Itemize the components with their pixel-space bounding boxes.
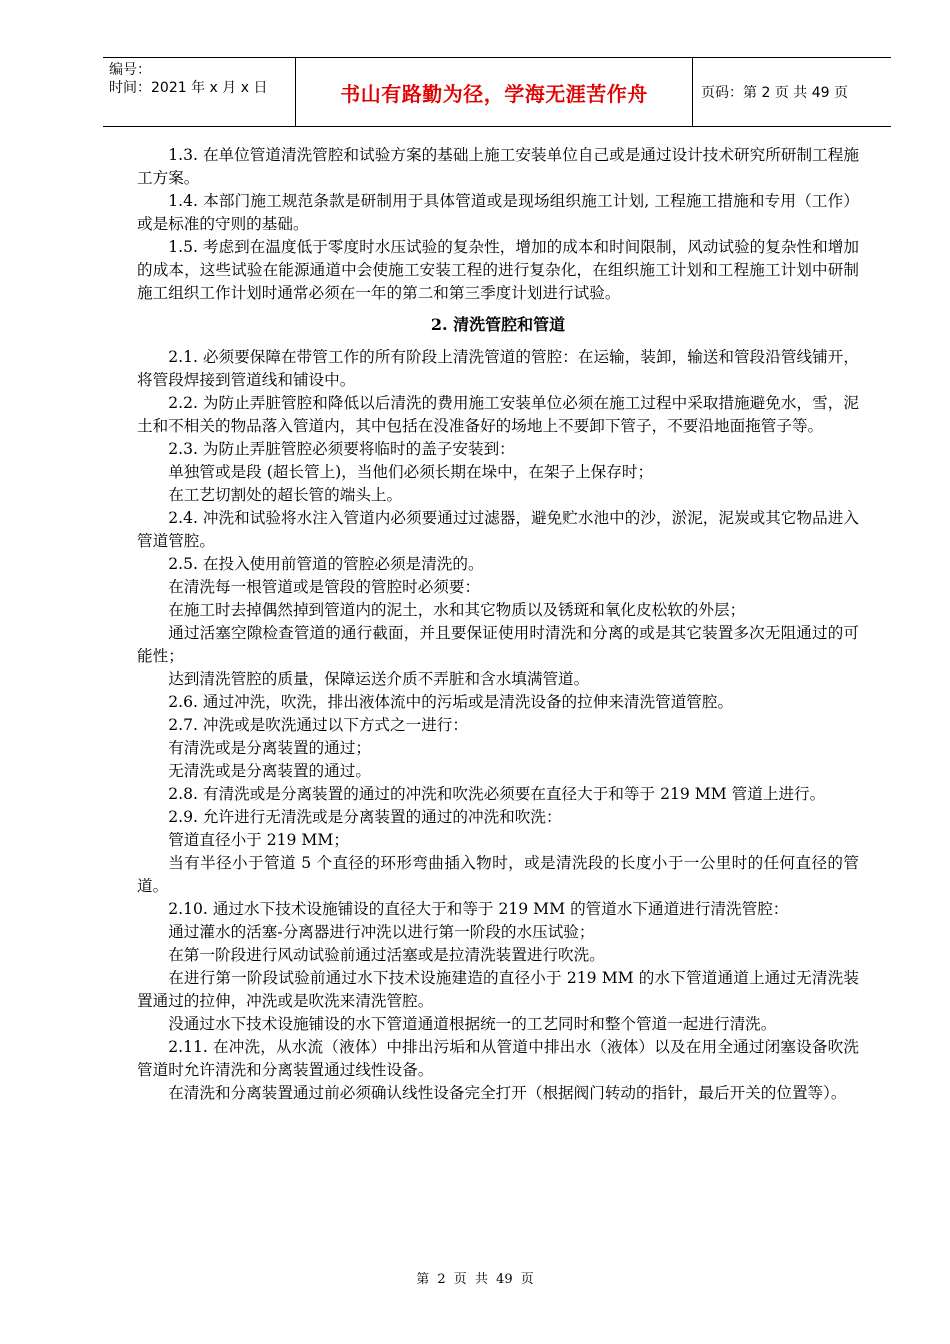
paragraph: 无清洗或是分离装置的通过。 — [168, 762, 371, 780]
paragraph: 有清洗或是分离装置的通过； — [168, 739, 371, 757]
paragraph: 2.9. 允许进行无清洗或是分离装置的通过的冲洗和吹洗： — [168, 808, 562, 826]
paragraph: 当有半径小于管道 5 个直径的环形弯曲插入物时，或是清洗段的长度小于一公里时的任何直径的管道。 — [137, 854, 859, 895]
paragraph: 管道直径小于 219 MM； — [168, 831, 349, 849]
paragraph: 在施工时去掉偶然掉到管道内的泥土，水和其它物质以及锈斑和氧化皮松软的外层； — [168, 601, 746, 619]
paragraph: 2.11. 在冲洗，从水流（液体）中排出污垢和从管道中排出水（液体）以及在用全通过闭塞设备吹洗管道时允许清洗和分离装置通过线性设备。 — [137, 1038, 859, 1079]
paragraph: 1.5. 考虑到在温度低于零度时水压试验的复杂性，增加的成本和时间限制，风动试验的复杂性和增加的成本，这些试验在能源通道中会使施工安装工程的进行复杂化，在组织施工计划和工程施工计划中研制施工组织工作计划时通常必须在一年的第二和第三季度计划进行试验。 — [137, 238, 859, 302]
document-date: 时间：2021 年 x 月 x 日 — [109, 80, 268, 96]
paragraph: 在进行第一阶段试验前通过水下技术设施建造的直径小于 219 MM 的水下管道通道上通过无清洗装置通过的拉伸，冲洗或是吹洗来清洗管腔。 — [137, 969, 859, 1010]
paragraph: 1.4. 本部门施工规范条款是研制用于具体管道或是现场组织施工计划, 工程施工措施和专用（工作）或是标准的守则的基础。 — [137, 192, 859, 233]
paragraph: 2.1. 必须要保障在带管工作的所有阶段上清洗管道的管腔：在运输，装卸，输送和管段沿管线铺开，将管段焊接到管道线和铺设中。 — [137, 348, 859, 389]
paragraph: 在第一阶段进行风动试验前通过活塞或是拉清洗装置进行吹洗。 — [168, 946, 605, 964]
header-page-number: 页码：第 2 页 共 49 页 — [701, 85, 848, 101]
paragraph: 2.7. 冲洗或是吹洗通过以下方式之一进行： — [168, 716, 468, 734]
header-motto-cell — [296, 58, 693, 126]
document-body — [137, 144, 859, 1105]
paragraph: 1.3. 在单位管道清洗管腔和试验方案的基础上施工安装单位自己或是通过设计技术研究所研制工程施工方案。 — [137, 146, 859, 187]
paragraph: 没通过水下技术设施铺设的水下管道通道根据统一的工艺同时和整个管道一起进行清洗。 — [168, 1015, 777, 1033]
paragraph: 2.3. 为防止弄脏管腔必须要将临时的盖子安装到： — [168, 440, 515, 458]
paragraph: 通过灌水的活塞-分离器进行冲洗以进行第一阶段的水压试验； — [168, 923, 595, 941]
header-motto: 书山有路勤为径，学海无涯苦作舟 — [340, 81, 648, 106]
paragraph: 2.4. 冲洗和试验将水注入管道内必须要通过过滤器，避免贮水池中的沙，淤泥，泥炭或其它物品进入管道管腔。 — [137, 509, 859, 550]
paragraph: 2.5. 在投入使用前管道的管腔必须是清洗的。 — [168, 555, 484, 573]
paragraph: 单独管或是段 (超长管上)，当他们必须长期在垛中，在架子上保存时； — [168, 463, 654, 481]
page-header — [103, 57, 891, 127]
paragraph: 2.10. 通过水下技术设施铺设的直径大于和等于 219 MM 的管道水下通道进行清洗管腔： — [168, 900, 789, 918]
paragraph: 在工艺切割处的超长管的端头上。 — [168, 486, 403, 504]
paragraph: 2.8. 有清洗或是分离装置的通过的冲洗和吹洗必须要在直径大于和等于 219 MM 管道上进行。 — [168, 785, 826, 803]
paragraph: 在清洗和分离装置通过前必须确认线性设备完全打开（根据阀门转动的指针，最后开关的位置等）。 — [168, 1084, 847, 1102]
paragraph: 2.6. 通过冲洗，吹洗，排出液体流中的污垢或是清洗设备的拉伸来清洗管道管腔。 — [168, 693, 734, 711]
paragraph: 通过活塞空隙检查管道的通行截面，并且要保证使用时清洗和分离的或是其它装置多次无阻通过的可能性； — [137, 624, 859, 665]
paragraph: 2.2. 为防止弄脏管腔和降低以后清洗的费用施工安装单位必须在施工过程中采取措施避免水，雪，泥土和不相关的物品落入管道内，其中包括在没准备好的场地上不要卸下管子，不要沿地面拖管子等。 — [137, 394, 859, 435]
document-number-label: 编号： — [109, 62, 151, 78]
section-title: 2. 清洗管腔和管道 — [430, 315, 566, 334]
header-page-cell — [693, 58, 891, 126]
page-footer: 第 2 页 共 49 页 — [416, 1272, 534, 1287]
paragraph: 在清洗每一根管道或是管段的管腔时必须要： — [168, 578, 481, 596]
paragraph: 达到清洗管腔的质量，保障运送介质不弄脏和含水填满管道。 — [168, 670, 590, 688]
header-meta — [103, 58, 296, 126]
